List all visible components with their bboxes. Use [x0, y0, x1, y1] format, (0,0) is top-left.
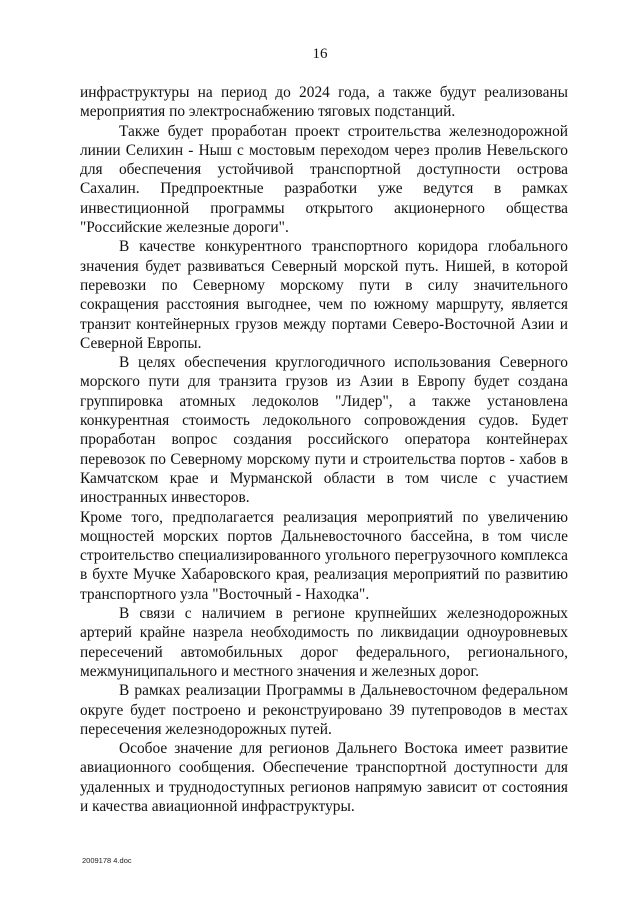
paragraph-aviation: Особое значение для регионов Дальнего Востока имеет развитие авиационного сообщения. Обеспечение транспортной доступности для удаленных и труднодоступных регионов напрямую зависит от состояния и качества авиационной инфраструктуры. — [80, 740, 568, 815]
document-body — [80, 83, 568, 816]
paragraph-continuation: инфраструктуры на период до 2024 года, а также будут реализованы мероприятия по электроснабжению тяговых подстанций. — [80, 84, 568, 121]
file-footer: 2009178 4.doc — [82, 856, 132, 865]
paragraph-overpasses: В рамках реализации Программы в Дальневосточном федеральном округе будет построено и реконструировано 39 путепроводов в местах пересечения железнодорожных путей. — [80, 682, 568, 738]
paragraph-rail-crossings: В связи с наличием в регионе крупнейших железнодорожных артерий крайне назрела необходимость по ликвидации одноуровневых пересечений автомобильных дорог федерального, регионального, межмуниципального и местного значения и железных дорог. — [80, 605, 568, 680]
paragraph-seaports: Кроме того, предполагается реализация мероприятий по увеличению мощностей морских портов Дальневосточного бассейна, в том числе строительство специализированного угольного перегрузочного комплекса в бухте Мучке Хабаровского края, реализация мероприятий по развитию транспортного узла "Восточный - Находка". — [80, 508, 568, 603]
paragraph-icebreakers: В целях обеспечения круглогодичного использования Северного морского пути для транзита грузов из Азии в Европу будет создана группировка атомных ледоколов "Лидер", а также установлена конкурентная стоимость ледокольного сопровождения судов. Будет проработан вопрос создания российского оператора контейнерах перевозок по Северному морскому пути и строительства портов - хабов в Камчатском крае и Мурманской области в том числе с участием иностранных инвесторов. — [80, 354, 568, 507]
paragraph-sakhalin-railway: Также будет проработан проект строительства железнодорожной линии Селихин - Ныш с мостовым переходом через пролив Невельского для обеспечения устойчивой транспортной доступности острова Сахалин. Предпроектные разработки уже ведутся в рамках инвестиционной программы открытого акционерного общества "Российские железные дороги". — [80, 122, 568, 237]
page-number: 16 — [312, 46, 328, 62]
paragraph-northern-sea-route: В качестве конкурентного транспортного коридора глобального значения будет развиваться Северный морской путь. Нишей, в которой перевозки по Северному морскому пути в силу значительного сокращения расстояния выгоднее, чем по южному маршруту, является транзит контейнерных грузов между портами Северо-Восточной Азии и Северной Европы. — [80, 238, 568, 352]
